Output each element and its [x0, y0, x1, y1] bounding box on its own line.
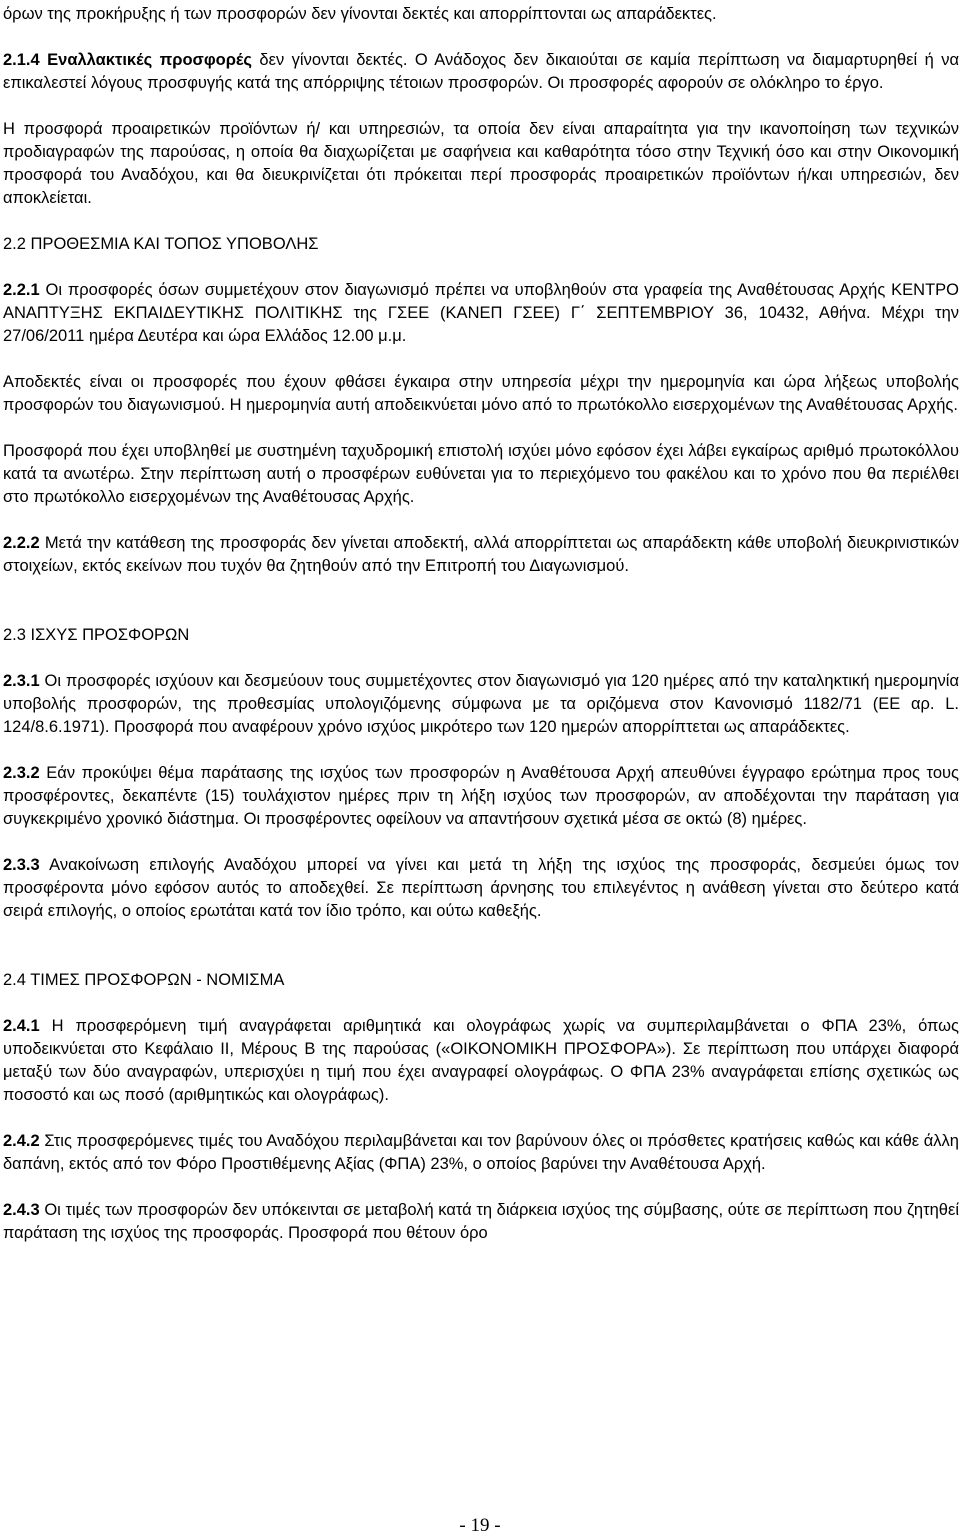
paragraph-continuation: όρων της προκήρυξης ή των προσφορών δεν γίνονται δεκτές και απορρίπτονται ως απαράδεκτες. [3, 5, 717, 23]
clause-number: 2.4.3 [3, 1201, 40, 1219]
clause-text: Η προσφερόμενη τιμή αναγράφεται αριθμητικά και ολογράφως χωρίς να συμπεριλαμβάνεται ο ΦΠΑ 23%, όπως υποδεικνύεται στο Κεφάλαιο ΙΙ, Μέρους Β της παρούσας («ΟΙΚΟΝΟΜΙΚΗ ΠΡΟΣΦΟΡΑ»). Σε περίπτωση που υπάρχει διαφορά μεταξύ των δύο αναγραφών, υπερισχύει η τιμή που έχει αναγραφεί ολογράφως. Ο ΦΠΑ 23% αναγράφεται επίσης σχετικώς ως ποσοστό και ως ποσό (αριθμητικώς και ολογράφως). [3, 1017, 959, 1104]
page-number: - 19 - [459, 1515, 501, 1536]
paragraph-accepted-offers: Αποδεκτές είναι οι προσφορές που έχουν φθάσει έγκαιρα στην υπηρεσία μέχρι την ημερομηνία και ώρα λήξεως υποβολής προσφορών του διαγωνισμού. Η ημερομηνία αυτή αποδεικνύεται μόνο από το πρωτόκολλο εισερχομένων της Αναθέτουσας Αρχής. [3, 373, 959, 414]
section-heading-2-3: 2.3 ΙΣΧΥΣ ΠΡΟΣΦΟΡΩΝ [3, 626, 190, 644]
clause-2-2-1 [3, 279, 959, 348]
clause-number: 2.4.1 [3, 1017, 40, 1035]
clause-2-3-1 [3, 670, 959, 739]
clause-number: 2.4.2 [3, 1132, 40, 1150]
clause-number: 2.2.2 [3, 534, 40, 552]
clause-text: Ανακοίνωση επιλογής Αναδόχου μπορεί να γίνει και μετά τη λήξη της ισχύος της προσφοράς, δεσμεύει όμως τον προσφέροντα μόνο εφόσον αυτός το αποδεχθεί. Σε περίπτωση άρνησης του επιλεγέντος η ανάθεση γίνεται στο δεύτερο κατά σειρά επιλογής, ο οποίος ερωτάται κατά τον ίδιο τρόπο, και ούτω καθεξής. [3, 856, 959, 920]
paragraph-registered-mail: Προσφορά που έχει υποβληθεί με συστημένη ταχυδρομική επιστολή ισχύει μόνο εφόσον έχει λάβει εγκαίρως αριθμό πρωτοκόλλου κατά τα ανωτέρω. Στην περίπτωση αυτή ο προσφέρων ευθύνεται για το περιεχόμενο του φακέλου και το χρόνο που θα περιέλθει στο πρωτόκολλο εισερχομένων της Αναθέτουσας Αρχής. [3, 442, 959, 506]
clause-text: Οι τιμές των προσφορών δεν υπόκεινται σε μεταβολή κατά τη διάρκεια ισχύος της σύμβασης, ούτε σε περίπτωση που ζητηθεί παράταση της ισχύος της προσφοράς. Προσφορά που θέτουν όρο [3, 1201, 959, 1242]
clause-2-4-2 [3, 1130, 959, 1176]
section-heading-2-4: 2.4 ΤΙΜΕΣ ΠΡΟΣΦΟΡΩΝ - ΝΟΜΙΣΜΑ [3, 971, 285, 989]
clause-text: Στις προσφερόμενες τιμές του Αναδόχου περιλαμβάνεται και τον βαρύνουν όλες οι πρόσθετες κρατήσεις καθώς και κάθε άλλη δαπάνη, εκτός από τον Φόρο Προστιθέμενης Αξίας (ΦΠΑ) 23%, ο οποίος βαρύνει την Αναθέτουσα Αρχή. [3, 1132, 959, 1173]
clause-2-1-4 [3, 49, 959, 95]
clause-2-3-3 [3, 854, 959, 923]
document-page [3, 3, 959, 1245]
clause-2-2-2 [3, 532, 959, 578]
clause-text: Οι προσφορές όσων συμμετέχουν στον διαγωνισμό πρέπει να υποβληθούν στα γραφεία της Αναθέτουσας Αρχής ΚΕΝΤΡΟ ΑΝΑΠΤΥΞΗΣ ΕΚΠΑΙΔΕΥΤΙΚΗΣ ΠΟΛΙΤΙΚΗΣ της ΓΣΕΕ (ΚΑΝΕΠ ΓΣΕΕ) Γ΄ ΣΕΠΤΕΜΒΡΙΟΥ 36, 10432, Αθήνα. Μέχρι την 27/06/2011 ημέρα Δευτέρα και ώρα Ελλάδος 12.00 μ.μ. [3, 281, 959, 345]
clause-text: Μετά την κατάθεση της προσφοράς δεν γίνεται αποδεκτή, αλλά απορρίπτεται ως απαράδεκτη κάθε υποβολή διευκρινιστικών στοιχείων, εκτός εκείνων που τυχόν θα ζητηθούν από την Επιτροπή του Διαγωνισμού. [3, 534, 959, 575]
clause-2-3-2 [3, 762, 959, 831]
clause-number: 2.3.3 [3, 856, 40, 874]
clause-number: 2.2.1 [3, 281, 40, 299]
clause-number: 2.3.1 [3, 672, 40, 690]
clause-2-4-3 [3, 1199, 959, 1245]
clause-number: 2.3.2 [3, 764, 40, 782]
clause-text: Οι προσφορές ισχύουν και δεσμεύουν τους συμμετέχοντες στον διαγωνισμό για 120 ημέρες από την καταληκτική ημερομηνία υποβολής προσφορών, της προθεσμίας υπολογιζόμενης σύμφωνα με τα οριζόμενα στον Κανονισμό 1182/71 (ΕΕ αρ. L. 124/8.6.1971). Προσφορά που αναφέρουν χρόνο ισχύος μικρότερο των 120 ημερών απορρίπτεται ως απαράδεκτες. [3, 672, 959, 736]
clause-2-4-1 [3, 1015, 959, 1107]
section-heading-2-2: 2.2 ΠΡΟΘΕΣΜΙΑ ΚΑΙ ΤΟΠΟΣ ΥΠΟΒΟΛΗΣ [3, 235, 319, 253]
clause-text: δεν γίνονται δεκτές. Ο Ανάδοχος δεν δικαιούται σε καμία περίπτωση να διαμαρτυρηθεί ή να επικαλεστεί λόγους προσφυγής κατά της απόρριψης τέτοιων προσφορών. Οι προσφορές αφορούν σε ολόκληρο το έργο. [3, 51, 960, 92]
clause-text: Εάν προκύψει θέμα παράτασης της ισχύος των προσφορών η Αναθέτουσα Αρχή απευθύνει έγγραφο ερώτημα προς τους προσφέροντες, δεκαπέντε (15) τουλάχιστον ημέρες πριν τη λήξη ισχύος των προσφορών, αν αποδέχονται την παράταση για συγκεκριμένο χρονικό διάστημα. Οι προσφέροντες οφείλουν να απαντήσουν σχετικά μέσα σε οκτώ (8) ημέρες. [3, 764, 959, 828]
paragraph-optional-products: Η προσφορά προαιρετικών προϊόντων ή/ και υπηρεσιών, τα οποία δεν είναι απαραίτητα για την ικανοποίηση των τεχνικών προδιαγραφών της παρούσας, η οποία θα διαχωρίζεται με σαφήνεια και καθαρότητα τόσο στην Τεχνική όσο και στην Οικονομική προσφορά του Αναδόχου, και θα διευκρινίζεται ότι πρόκειται περί προσφοράς προαιρετικών προϊόντων ή/και υπηρεσιών, δεν αποκλείεται. [3, 120, 959, 207]
clause-number: 2.1.4 Εναλλακτικές προσφορές [3, 51, 252, 69]
